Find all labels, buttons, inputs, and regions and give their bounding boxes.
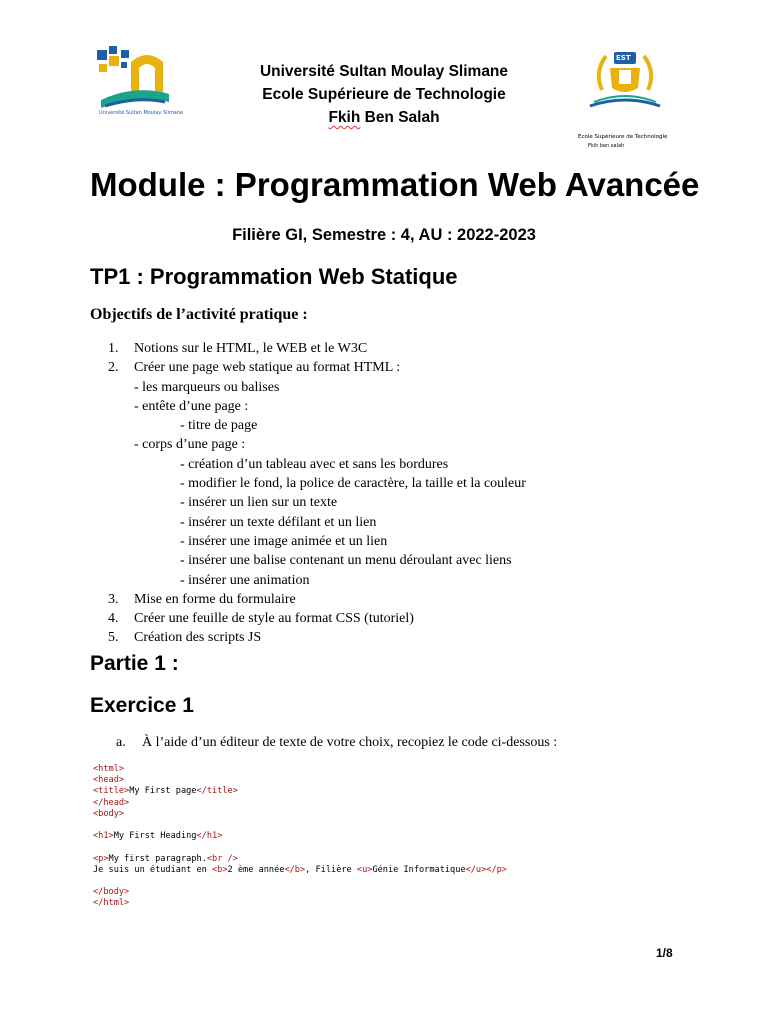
code-tag: <title> — [93, 786, 130, 797]
objective-item — [108, 358, 526, 377]
html-code-block — [93, 764, 507, 910]
partie-title: Partie 1 : — [90, 652, 179, 675]
code-line — [93, 820, 507, 831]
tp-title: TP1 : Programmation Web Statique — [90, 264, 458, 289]
step-a-number: a. — [116, 735, 126, 750]
code-text: My First page — [129, 786, 197, 797]
code-line — [93, 798, 507, 809]
objectives-title: Objectifs de l’activité pratique : — [90, 306, 308, 323]
code-line — [93, 854, 507, 865]
objectives-list — [108, 339, 526, 648]
objective-text: Notions sur le HTML, le WEB et le W3C — [134, 341, 368, 356]
code-line — [93, 786, 507, 797]
objective-item — [108, 609, 526, 628]
objective-number: 1. — [108, 341, 119, 356]
code-tag: </b> — [284, 864, 306, 875]
objective-item — [108, 513, 526, 532]
step-a-text: À l’aide d’un éditeur de texte de votre choix, recopiez le code ci-dessous : — [142, 735, 558, 750]
code-text: Je suis un étudiant en — [93, 864, 212, 875]
objective-text: - modifier le fond, la police de caractère, la taille et la couleur — [180, 476, 526, 492]
code-text: Génie Informatique — [372, 864, 466, 875]
code-line — [93, 876, 507, 887]
code-line — [93, 809, 507, 820]
code-line — [93, 764, 507, 775]
campus-name-rest: Ben Salah — [360, 109, 440, 126]
objective-text: - insérer une image animée et un lien — [180, 533, 388, 549]
logo-right-caption-1: Ecole Supérieure de Technologie — [578, 134, 668, 140]
code-line — [93, 898, 507, 909]
objective-number: 3. — [108, 591, 119, 607]
objective-item — [108, 378, 526, 397]
objective-number: 5. — [108, 630, 119, 646]
code-tag: <head> — [93, 775, 125, 786]
objective-item — [108, 435, 526, 454]
objective-text: - création d’un tableau avec et sans les bordures — [180, 456, 449, 472]
objective-text: - entête d’une page : — [134, 398, 249, 414]
objective-item — [108, 339, 526, 358]
code-tag: <html> — [93, 764, 125, 774]
code-tag: <p> — [93, 853, 109, 864]
step-a — [116, 735, 557, 751]
code-tag: <body> — [93, 808, 125, 819]
objective-item — [108, 571, 526, 590]
objective-text: - les marqueurs ou balises — [134, 379, 280, 395]
objective-number: 4. — [108, 611, 119, 627]
objective-item — [108, 474, 526, 493]
code-line — [93, 842, 507, 853]
campus-name-first: Fkih — [328, 109, 361, 126]
objective-item — [108, 532, 526, 551]
code-tag: </html> — [93, 898, 130, 909]
objective-text: Mise en forme du formulaire — [134, 591, 296, 607]
objective-number: 2. — [108, 360, 119, 376]
code-line — [93, 865, 507, 876]
objective-text: - insérer un lien sur un texte — [180, 495, 338, 511]
objective-text: - titre de page — [180, 418, 258, 434]
filiere-line: Filière GI, Semestre : 4, AU : 2022-2023 — [232, 226, 536, 244]
code-tag: </body> — [93, 887, 130, 898]
university-name: Université Sultan Moulay Slimane — [259, 63, 509, 80]
objective-text: - insérer un texte défilant et un lien — [180, 514, 377, 530]
code-line — [93, 775, 507, 786]
code-tag: <h1> — [93, 831, 114, 842]
objective-text: - insérer une animation — [180, 572, 310, 588]
code-line — [93, 887, 507, 898]
code-line — [93, 831, 507, 842]
objective-item — [108, 455, 526, 474]
objective-item — [108, 551, 526, 570]
objective-text: Créer une feuille de style au format CSS (tutoriel) — [134, 611, 414, 627]
logo-right-badge: EST — [616, 54, 631, 62]
page-number: 1/8 — [656, 946, 673, 960]
objective-text: - insérer une balise contenant un menu déroulant avec liens — [180, 553, 512, 569]
objective-item — [108, 628, 526, 647]
code-text: 2 ème année — [227, 864, 285, 875]
objective-item — [108, 416, 526, 435]
objective-item — [108, 397, 526, 416]
objective-text: - corps d’une page : — [134, 437, 246, 453]
code-tag: </h1> — [196, 831, 223, 842]
code-text: , Filière — [305, 864, 357, 875]
logo-right-caption-2: Fkih ben salah — [588, 143, 625, 149]
module-title: Module : Programmation Web Avancée — [90, 166, 700, 203]
code-tag: <u> — [356, 864, 373, 875]
objective-item — [108, 493, 526, 512]
est-logo — [572, 44, 678, 154]
code-tag: <b> — [212, 864, 228, 875]
objective-item — [108, 590, 526, 609]
objective-text: Création des scripts JS — [134, 630, 262, 646]
code-text: My First Heading — [113, 831, 197, 842]
code-tag: </title> — [196, 786, 238, 797]
objective-text: Créer une page web statique au format HTML : — [134, 360, 401, 376]
code-text: My first paragraph. — [108, 853, 207, 864]
logo-left-caption: Université Sultan Moulay Slimane — [99, 110, 184, 116]
code-tag: </u></p> — [465, 864, 507, 875]
exercice-title: Exercice 1 — [90, 694, 194, 717]
school-name: Ecole Supérieure de Technologie — [262, 86, 506, 103]
code-tag: </head> — [93, 797, 130, 808]
code-tag: <br /> — [206, 853, 238, 864]
